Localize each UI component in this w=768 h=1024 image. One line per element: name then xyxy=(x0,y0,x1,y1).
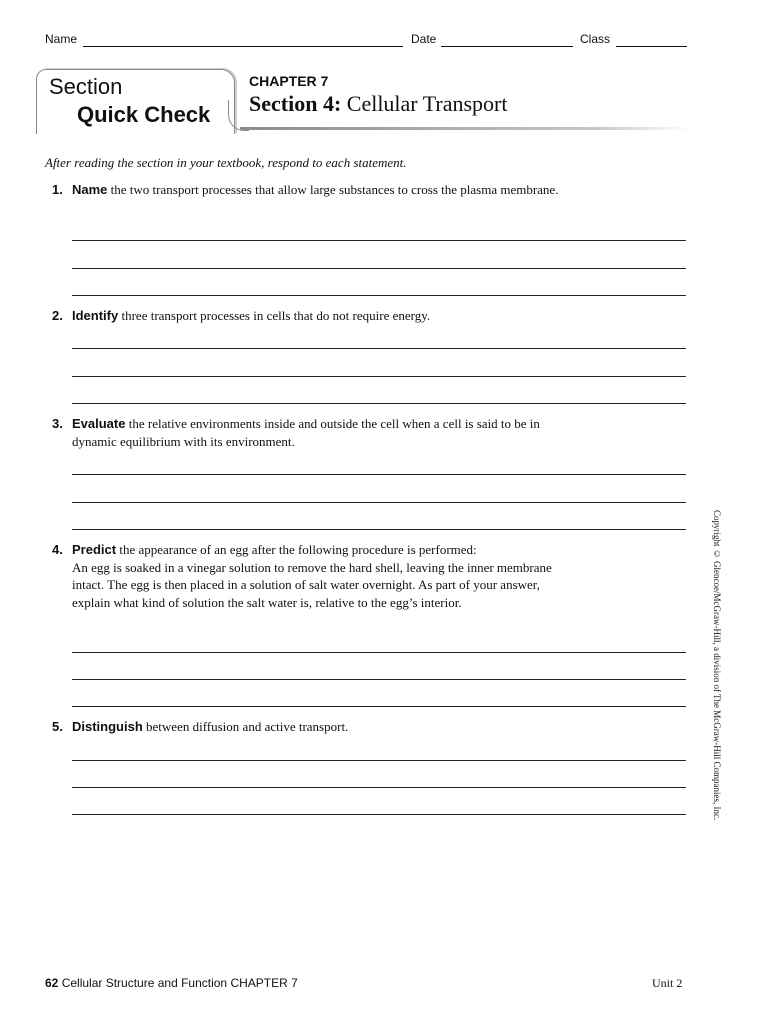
footer-unit: Unit 2 xyxy=(652,976,683,990)
answer-line[interactable] xyxy=(72,706,686,707)
question-5 xyxy=(52,718,572,736)
name-label: Name xyxy=(45,32,78,46)
question-keyword: Evaluate xyxy=(72,416,126,431)
question-1 xyxy=(52,181,572,199)
answer-line[interactable] xyxy=(72,295,686,296)
question-number: 2. xyxy=(52,308,63,323)
question-4 xyxy=(52,541,572,611)
question-detail: An egg is soaked in a vinegar solution to remove the hard shell, leaving the inner membrane intact. The egg is then placed in a solution of salt water overnight. As part of your answer, explain what kind of solution the salt water is, relative to the egg’s interior. xyxy=(72,559,552,610)
page-number: 62 xyxy=(45,976,59,990)
chapter-label: CHAPTER 7 xyxy=(249,73,329,89)
date-label: Date xyxy=(411,32,437,46)
footer-book-info xyxy=(45,976,298,990)
date-blank[interactable] xyxy=(441,46,573,47)
section-quick-check-tab xyxy=(36,69,235,134)
answer-line[interactable] xyxy=(72,502,686,503)
header-rule xyxy=(240,127,690,130)
question-number: 3. xyxy=(52,416,63,431)
question-text: between diffusion and active transport. xyxy=(142,719,349,734)
answer-line[interactable] xyxy=(72,529,686,530)
question-number: 4. xyxy=(52,542,63,557)
question-keyword: Identify xyxy=(72,308,119,323)
question-keyword: Distinguish xyxy=(72,719,143,734)
question-3 xyxy=(52,415,572,450)
question-text: the relative environments inside and outside the cell when a cell is said to be in dynamic equilibrium with its environment. xyxy=(72,416,540,449)
answer-line[interactable] xyxy=(72,814,686,815)
question-keyword: Predict xyxy=(72,542,117,557)
instructions: After reading the section in your textbook, respond to each statement. xyxy=(45,155,407,170)
class-blank[interactable] xyxy=(616,46,687,47)
tab-quick-check-text: Quick Check xyxy=(77,102,211,127)
section-number: Section 4: xyxy=(249,91,342,116)
answer-line[interactable] xyxy=(72,348,686,349)
question-text: three transport processes in cells that do not require energy. xyxy=(118,308,431,323)
answer-line[interactable] xyxy=(72,787,686,788)
footer-book-title: Cellular Structure and Function CHAPTER 7 xyxy=(58,976,298,990)
answer-line[interactable] xyxy=(72,679,686,680)
answer-line[interactable] xyxy=(72,240,686,241)
copyright-notice: Copyright © Glencoe/McGraw-Hill, a division of The McGraw-Hill Companies, Inc. xyxy=(712,510,722,821)
answer-line[interactable] xyxy=(72,652,686,653)
question-number: 1. xyxy=(52,182,63,197)
answer-line[interactable] xyxy=(72,403,686,404)
name-blank[interactable] xyxy=(83,46,403,47)
question-number: 5. xyxy=(52,719,63,734)
question-2 xyxy=(52,307,572,325)
question-text: the appearance of an egg after the following procedure is performed: xyxy=(116,542,477,557)
question-keyword: Name xyxy=(72,182,108,197)
answer-line[interactable] xyxy=(72,474,686,475)
answer-line[interactable] xyxy=(72,760,686,761)
section-name: Cellular Transport xyxy=(341,91,508,116)
student-info-line xyxy=(45,32,687,50)
question-text: the two transport processes that allow large substances to cross the plasma membrane. xyxy=(107,182,559,197)
tab-section-text: Section xyxy=(49,74,123,99)
answer-line[interactable] xyxy=(72,268,686,269)
section-title xyxy=(249,91,508,117)
answer-line[interactable] xyxy=(72,376,686,377)
class-label: Class xyxy=(580,32,611,46)
